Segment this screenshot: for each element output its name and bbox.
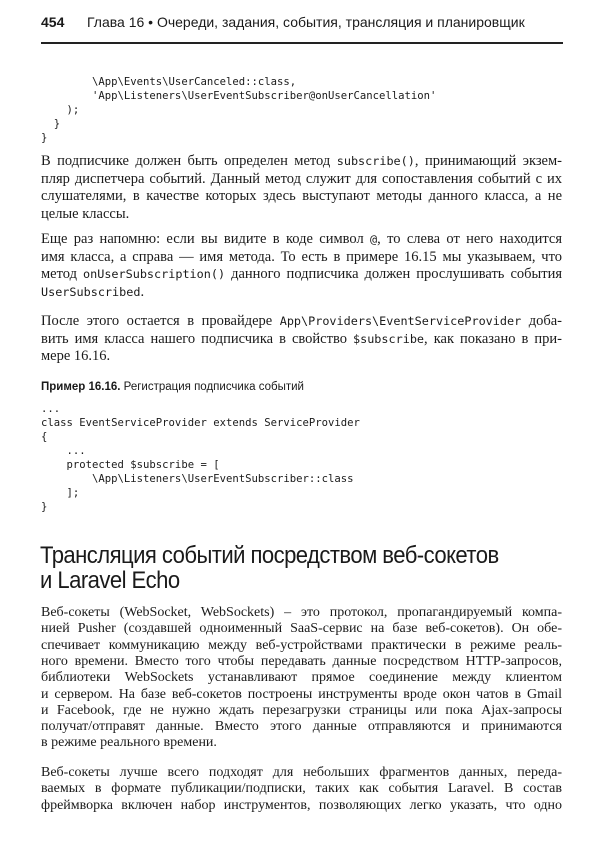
paragraph-line <box>41 331 562 349</box>
code-line: protected $subscribe = [ <box>41 459 220 471</box>
section-heading-line-1: Трансляция событий посредством веб-сокетов <box>40 542 499 569</box>
paragraph-line <box>41 765 562 781</box>
paragraph-line <box>41 621 562 637</box>
text-run: ного времени. Вместо того чтобы передавать данные посредством HTTP-запросов, <box>41 653 562 669</box>
text-run: . <box>140 283 145 300</box>
chapter-title: Глава 16 • Очереди, задания, события, трансляция и планировщик <box>87 14 525 30</box>
paragraph-line <box>41 348 562 366</box>
text-run: пляр диспетчера событий. Данный метод служит для сопоставления событий с их <box>41 170 562 187</box>
inline-code: onUserSubscription() <box>83 267 226 281</box>
text-run: и сервером. На базе веб-сокетов построены инструменты вроде окон чатов в Gmail <box>41 686 562 702</box>
example-title: Регистрация подписчика событий <box>120 381 304 393</box>
code-line: \App\Events\UserCanceled::class, <box>41 76 297 88</box>
paragraph-line <box>41 670 562 686</box>
paragraph-line <box>41 703 562 719</box>
paragraph-line <box>41 206 562 224</box>
text-run: Веб-сокеты лучше всего подходят для небольших фрагментов данных, переда- <box>41 765 562 780</box>
paragraph-line <box>41 605 562 621</box>
code-line: ]; <box>41 487 80 499</box>
text-run: нией Pusher (создавшей одноименный SaaS-сервис на базе веб-сокетов). Он обе- <box>41 621 562 637</box>
paragraph-line <box>41 638 562 654</box>
text-run: Веб-сокеты (WebSocket, WebSockets) – это протокол, пропагандируемый компа- <box>41 605 562 620</box>
code-line: } <box>41 501 48 513</box>
text-run: получат/отправят данные. Вместо этого данные отправляются и принимаются <box>41 719 562 735</box>
paragraph-line <box>41 249 562 267</box>
text-run: Еще раз напомню: если вы видите в коде символ <box>41 231 371 247</box>
inline-code: $subscribe <box>353 331 425 346</box>
inline-code: subscribe() <box>336 154 415 168</box>
code-line: ); <box>41 104 80 116</box>
text-run: фреймворка включен набор инструментов, позволяющих легко указать, что одно <box>41 797 562 813</box>
paragraph-line <box>41 266 562 284</box>
code-line: ... <box>41 445 86 457</box>
code-line: 'App\Listeners\UserEventSubscriber@onUserCancellation' <box>41 90 437 102</box>
text-run: в режиме реального времени. <box>41 735 217 751</box>
inline-code: @ <box>370 232 378 246</box>
section-heading-line-2: и Laravel Echo <box>40 567 180 594</box>
code-line: ... <box>41 403 61 415</box>
paragraph-line <box>41 781 562 797</box>
text-run: вить имя класса нашего подписчика в свойство <box>41 330 353 347</box>
header-rule <box>41 42 563 44</box>
text-run: , принимающий экзем- <box>414 153 562 169</box>
text-run: После этого остается в провайдере <box>41 313 280 329</box>
text-run: целые классы. <box>41 205 130 222</box>
code-line: class EventServiceProvider extends ServiceProvider <box>41 417 360 429</box>
running-header <box>41 14 563 36</box>
paragraph-line <box>41 687 562 703</box>
text-run: слушателями, в качестве которых здесь выступают методы данного класса, а не <box>41 188 562 204</box>
page-number: 454 <box>41 14 65 30</box>
example-caption <box>41 380 304 394</box>
code-line: { <box>41 431 48 443</box>
paragraph-line <box>41 654 562 670</box>
paragraph-line <box>41 313 562 331</box>
example-label: Пример 16.16. <box>41 381 121 393</box>
inline-code: App\Providers\EventServiceProvider <box>279 314 522 328</box>
paragraph-line <box>41 231 562 249</box>
text-run: доба- <box>521 313 562 329</box>
paragraph-line <box>41 798 562 814</box>
inline-code: UserSubscribed <box>41 284 141 299</box>
text-run: данного подписчика должен прослушивать события <box>225 266 563 282</box>
paragraph-line <box>41 284 562 302</box>
code-line: } <box>41 132 48 144</box>
text-run: ваемых в формате публикации/подписки, таких как события Laravel. В состав <box>41 781 562 797</box>
text-run: , как показано в при- <box>424 330 562 347</box>
text-run: метод <box>41 266 84 282</box>
paragraph-line <box>41 188 562 206</box>
paragraph-line <box>41 735 562 751</box>
text-run: В подписчике должен быть определен метод <box>41 153 337 169</box>
text-run: , то слева от него находится <box>377 231 562 247</box>
code-line: \App\Listeners\UserEventSubscriber::class <box>41 473 354 485</box>
paragraph-line <box>41 719 562 735</box>
text-run: имя класса, а справа — имя метода. То есть в примере 16.15 мы указываем, что <box>41 248 562 265</box>
text-run: спечивает коммуникацию между веб-устройствами практически в режиме реаль- <box>41 637 562 653</box>
text-run: и Facebook, где не нужно ждать перезагрузки страницы или пока Ajax-запросы <box>41 702 562 718</box>
text-run: библиотеки WebSockets устанавливают прямое соединение между клиентом <box>41 670 562 686</box>
text-run: мере 16.16. <box>41 348 111 364</box>
paragraph-line <box>41 153 562 171</box>
code-line: } <box>41 118 61 130</box>
paragraph-line <box>41 171 562 189</box>
